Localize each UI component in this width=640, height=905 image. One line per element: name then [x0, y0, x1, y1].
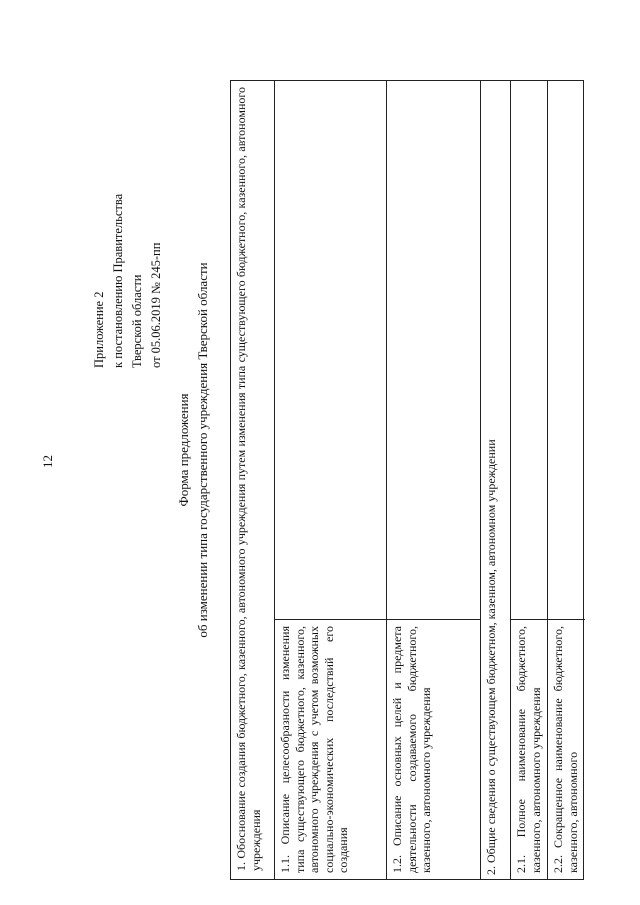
proposal-table	[230, 80, 584, 880]
row-2-2-label: 2.2. Сокращенное наименование бюджетного, казенного, автономного	[548, 619, 585, 879]
table-row-1-2	[387, 81, 481, 879]
title-line-2: об изменении типа государственного учреждения Тверской области	[195, 262, 210, 638]
row-1-1-label: 1.1. Описание целесообразности изменения типа существующего бюджетного, казенного, автономного учреждения с учетом возможных социально-экономических последствий его создания	[275, 619, 386, 879]
appendix-line-2: к постановлению Правительства	[111, 193, 125, 368]
row-1-2-label: 1.2. Описание основных целей и предмета деятельности создаваемого бюджетного, казенного, автономного учреждения	[387, 619, 480, 879]
table-row-2-1	[511, 81, 548, 879]
row-1-1-value	[275, 81, 386, 619]
section-1-heading: 1. Обоснование создания бюджетного, казенного, автономного учреждения путем изменения типа существующего бюджетного, казенного, автономного учреждения	[234, 87, 263, 871]
row-2-1-label: 2.1. Полное наименование бюджетного, казенного, автономного учреждения	[511, 619, 547, 879]
row-2-2-value	[548, 81, 585, 619]
document-title	[174, 170, 212, 730]
appendix-line-4: от 05.06.2019 № 245-пп	[149, 242, 163, 368]
table-row-section-2	[481, 81, 511, 879]
appendix-block	[90, 194, 166, 368]
section-2-heading: 2. Общие сведения о существующем бюджетном, казенном, автономном учреждении	[484, 439, 498, 875]
row-1-2-value	[387, 81, 480, 619]
table-row-1-1	[275, 81, 387, 879]
table-row-2-2	[548, 81, 585, 879]
appendix-line-3: Тверской области	[130, 274, 144, 368]
row-2-1-value	[511, 81, 547, 619]
table-row-section-1	[231, 81, 275, 879]
page-number: 12	[40, 455, 55, 468]
appendix-line-1: Приложение 2	[92, 291, 106, 368]
title-line-1: Форма предложения	[176, 393, 191, 507]
